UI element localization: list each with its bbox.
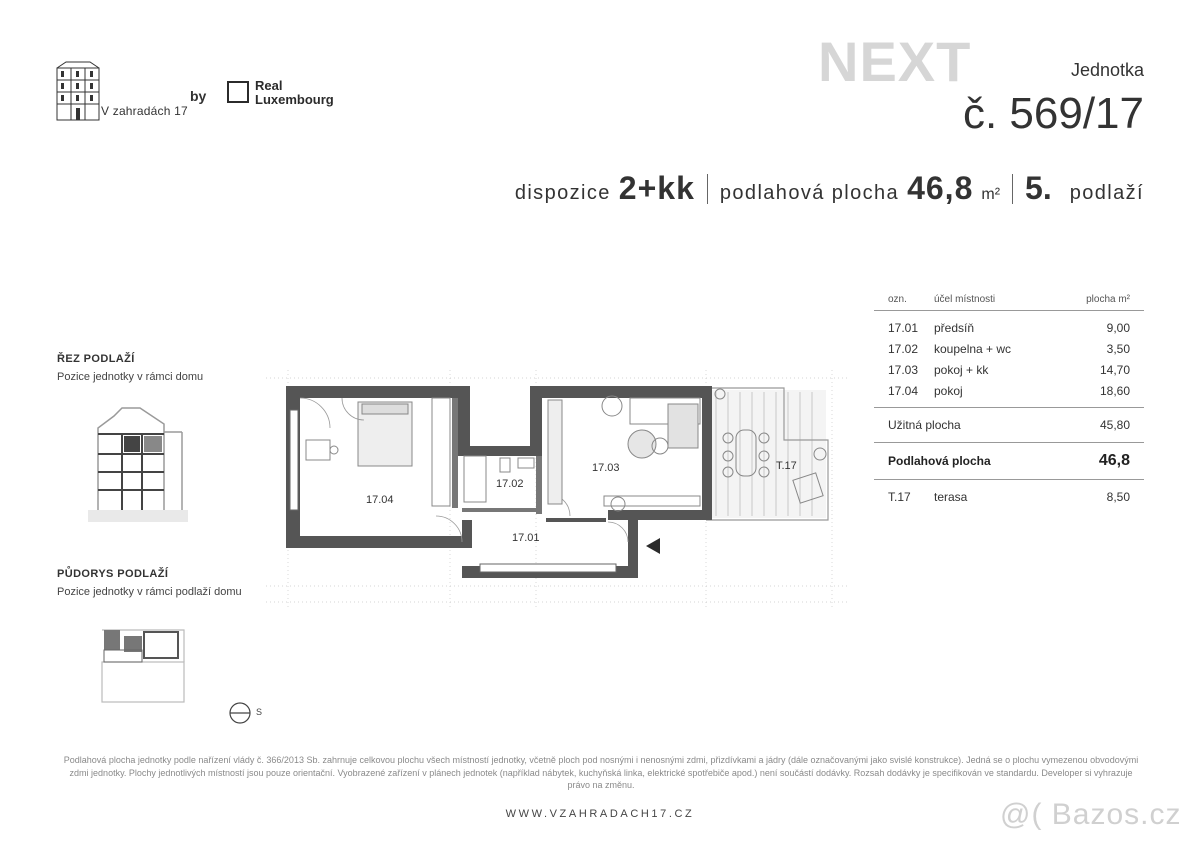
- area-value: 46,8: [907, 170, 974, 206]
- room-label-17-03: 17.03: [592, 462, 620, 474]
- unit-number: č. 569/17: [962, 89, 1144, 138]
- compass-label: S: [256, 707, 263, 717]
- floor-plan-drawing: [266, 370, 850, 610]
- terrace-area-value: 8,50: [1106, 489, 1130, 504]
- floor-area-value: 46,8: [1098, 452, 1130, 469]
- area-label: podlahová plocha: [719, 182, 900, 204]
- by-label: by: [190, 88, 207, 104]
- table-row: [874, 317, 1144, 338]
- row-code: 17.02: [888, 341, 919, 356]
- row-area: 3,50: [1106, 341, 1130, 356]
- usable-area: 45,80: [1099, 418, 1130, 432]
- bazos-watermark: @( Bazos.cz: [1000, 798, 1182, 831]
- row-name: pokoj: [934, 383, 963, 398]
- layout-value: 2+kk: [618, 170, 695, 206]
- terrace-code: T.17: [888, 489, 911, 504]
- terrace-name: terasa: [934, 489, 968, 504]
- row-name: předsíň: [934, 320, 975, 335]
- next-agency-logo: NEXT: [818, 30, 972, 93]
- room-label-17-02: 17.02: [496, 478, 524, 490]
- legal-disclaimer: Podlahová plocha jednotky podle nařízení vlády č. 366/2013 Sb. zahrnuje celkovou plochu všech místností jednotky, včetně ploch pod nosnými i nenosnými zdmi, přizdívkami a jádry (dále označovanými jako svislé konstrukce). Jedná se o plochu vymezenou obvodovými zdmi jednotky. Plochy jednotlivých místností jsou pouze orientační. Vyobrazené zařízení v plánech jednotek (například nábytek, kuchyňská linka, elektrické spotřebiče apod.) není součástí dodávky. Rozsah dodávky je specifikován ve standardu. Developer si vyhrazuje právo na změnu.: [63, 755, 1139, 790]
- header-name: účel místnosti: [934, 293, 996, 305]
- room-label-terrace: T.17: [776, 460, 797, 472]
- section-subtitle: Pozice jednotky v rámci domu: [57, 371, 204, 383]
- floor-plan: [266, 370, 850, 610]
- floor-label: podlaží: [1069, 182, 1144, 204]
- usable-area-row: [874, 408, 1144, 442]
- floor-area-row: [874, 443, 1144, 479]
- partner-line-1: Real: [255, 78, 283, 93]
- row-name: koupelna + wc: [934, 341, 1012, 356]
- floor-area-label: Podlahová plocha: [888, 454, 991, 468]
- plan-title: PŮDORYS PODLAŽÍ: [57, 568, 169, 580]
- table-row: [874, 338, 1144, 359]
- terrace-row: [874, 486, 1144, 507]
- floor-value: 5.: [1025, 170, 1052, 206]
- table-row: [874, 380, 1144, 401]
- room-label-17-01: 17.01: [512, 532, 540, 544]
- row-area: 18,60: [1099, 383, 1130, 398]
- unit-label: Jednotka: [1070, 60, 1144, 80]
- spec-divider: [1012, 174, 1013, 204]
- header-area: plocha m²: [1086, 293, 1130, 305]
- usable-label: Užitná plocha: [888, 418, 961, 432]
- real-luxembourg-logo-icon: [227, 81, 249, 103]
- row-area: 14,70: [1099, 362, 1130, 377]
- project-name: V zahradách 17: [101, 104, 188, 118]
- floor-overview-icon: [96, 624, 190, 706]
- layout-label: dispozice: [514, 182, 611, 204]
- plan-subtitle: Pozice jednotky v rámci podlaží domu: [57, 586, 242, 598]
- room-table: [874, 288, 1144, 507]
- section-title: ŘEZ PODLAŽÍ: [57, 353, 135, 365]
- row-code: 17.03: [888, 362, 919, 377]
- row-code: 17.04: [888, 383, 919, 398]
- website-link[interactable]: WWW.VZAHRADACH17.CZ: [505, 808, 695, 820]
- row-code: 17.01: [888, 320, 919, 335]
- header-code: ozn.: [888, 293, 907, 305]
- area-unit: m²: [981, 186, 1001, 203]
- entrance-arrow-icon: [646, 538, 660, 554]
- row-area: 9,00: [1106, 320, 1130, 335]
- table-row: [874, 359, 1144, 380]
- room-table-header: [874, 288, 1144, 310]
- partner-name: [255, 79, 334, 107]
- unit-specs: [515, 170, 1144, 207]
- row-name: pokoj + kk: [934, 362, 989, 377]
- building-section-icon: [86, 398, 190, 526]
- partner-line-2: Luxembourg: [255, 92, 334, 107]
- room-label-17-04: 17.04: [366, 494, 394, 506]
- terrace-area: [706, 390, 826, 518]
- spec-divider: [707, 174, 708, 204]
